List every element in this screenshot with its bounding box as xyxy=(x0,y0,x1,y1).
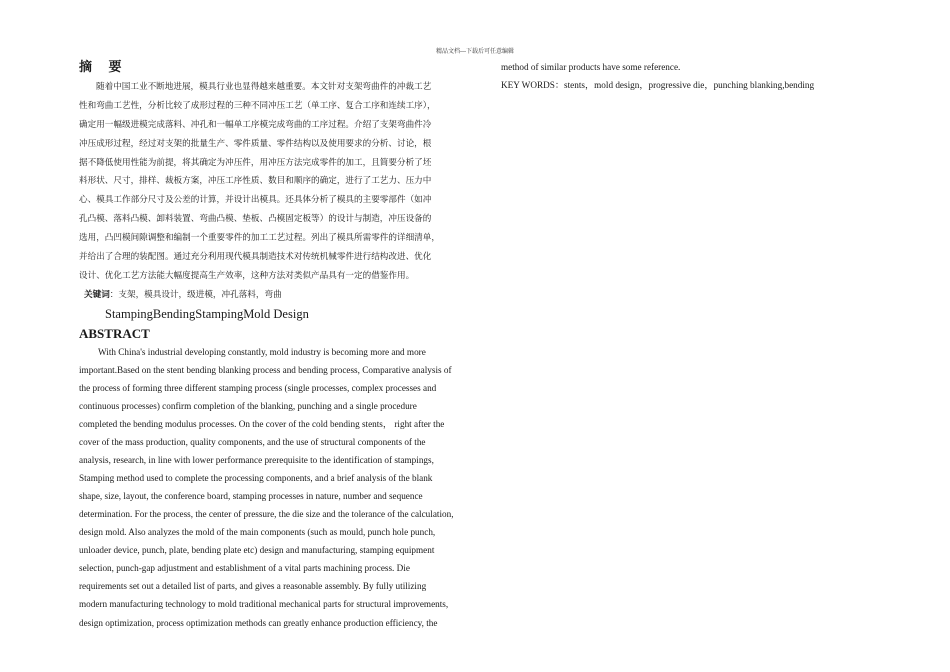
english-abstract-line: determination. For the process, the center of pressure, the die size and the tolerance of the calculation, xyxy=(79,509,454,520)
english-abstract-line: cover of the mass production, quality components, and the use of structural components of the xyxy=(79,437,426,448)
chinese-abstract-title: 摘 要 xyxy=(79,60,128,75)
english-abstract-line: modern manufacturing technology to mold traditional mechanical parts for structural improvements, xyxy=(79,599,449,610)
english-abstract-line: analysis, research, in line with lower performance prerequisite to the identification of stampings, xyxy=(79,455,434,466)
chinese-keywords-label: 关键词 xyxy=(84,289,110,300)
english-abstract-line: the process of forming three different stamping process (single processes, complex processes and xyxy=(79,382,437,393)
english-abstract-line: shape, size, layout, the conference board, stamping processes in nature, number and sequence xyxy=(79,491,423,502)
chinese-abstract-line: 随着中国工业不断地进展，模具行业也显得越来越重要。本文针对支架弯曲件的冲裁工艺 xyxy=(96,82,432,92)
chinese-abstract-body xyxy=(79,78,477,286)
english-abstract-line: unloader device, punch, plate, bending plate etc) design and manufacturing, stamping equipment xyxy=(79,545,435,556)
english-abstract-line: Stamping method used to complete the processing components, and a brief analysis of the blank xyxy=(79,473,433,484)
chinese-abstract-line: 冲压成形过程，经过对支架的批量生产、零件质量、零件结构以及使用要求的分析、讨论，根 xyxy=(79,138,432,149)
left-column xyxy=(79,58,477,632)
chinese-abstract-line: 设计、优化工艺方法能大幅度提高生产效率，这种方法对类似产品具有一定的借鉴作用。 xyxy=(79,270,415,281)
header-note: 精品文档---下载后可任意编辑 xyxy=(435,48,515,55)
right-column xyxy=(501,58,901,94)
chinese-keywords xyxy=(79,286,477,304)
english-abstract-line: important.Based on the stent bending blanking process and bending process, Comparative analysis of xyxy=(79,364,452,375)
chinese-abstract-line: 料形状、尺寸，排样、裁板方案，冲压工序性质、数目和顺序的确定，进行了工艺力、压力中 xyxy=(79,176,432,187)
chinese-abstract-line: 据不降低使用性能为前提，将其确定为冲压件，用冲压方法完成零件的加工，且简要分析了坯 xyxy=(79,157,432,168)
english-abstract-line: selection, punch-gap adjustment and establishment of a vital parts machining process. Die xyxy=(79,563,410,574)
english-abstract-line: requirements set out a detailed list of parts, and gives a reasonable assembly. By fully utilizing xyxy=(79,581,427,592)
english-abstract-line: completed the bending modulus processes. On the cover of the cold bending stents， right after the xyxy=(79,418,445,429)
chinese-abstract-line: 性和弯曲工艺性，分析比较了成形过程的三种不同冲压工艺（单工序、复合工序和连续工序）， xyxy=(79,100,436,111)
english-abstract-line: design mold. Also analyzes the mold of the main components (such as mould, punch hole punch, xyxy=(79,527,436,538)
chinese-abstract-line: 选用，凸凹模间隙调整和编制一个重要零件的加工工艺过程。列出了模具所需零件的详细清单， xyxy=(79,233,440,244)
chinese-abstract-line: 确定用一幅级进模完成落料、冲孔和一幅单工序模完成弯曲的工序过程。介绍了支架弯曲件冷 xyxy=(79,119,432,130)
english-keywords-heading: StampingBendingStampingMold Design xyxy=(105,306,309,321)
chinese-keywords-text: ：支架，模具设计，级进模，冲孔落料，弯曲 xyxy=(109,289,282,300)
chinese-abstract-line: 孔凸模、落料凸模、卸料装置、弯曲凸模、垫板、凸模固定板等）的设计与制造，冲压设备的 xyxy=(79,214,432,225)
english-abstract-body xyxy=(79,343,477,632)
english-abstract-line: With China's industrial developing constantly, mold industry is becoming more and more xyxy=(98,346,426,357)
english-abstract-line: design optimization, process optimization methods can greatly enhance production efficiency, the xyxy=(79,617,438,628)
english-abstract-title: ABSTRACT xyxy=(79,325,150,341)
english-abstract-line: continuous processes) confirm completion of the blanking, punching and a single procedure xyxy=(79,400,417,411)
english-keywords: KEY WORDS：stents，mold design，progressive die，punching blanking,bending xyxy=(501,80,815,90)
english-abstract-continuation: method of similar products have some reference. xyxy=(501,62,681,72)
chinese-abstract-line: 心、模具工作部分尺寸及公差的计算，并设计出模具。还具体分析了模具的主要零部件（如冲 xyxy=(79,195,432,206)
chinese-abstract-line: 并给出了合理的装配图。通过充分利用现代模具制造技术对传统机械零件进行结构改进、优化 xyxy=(79,252,432,263)
